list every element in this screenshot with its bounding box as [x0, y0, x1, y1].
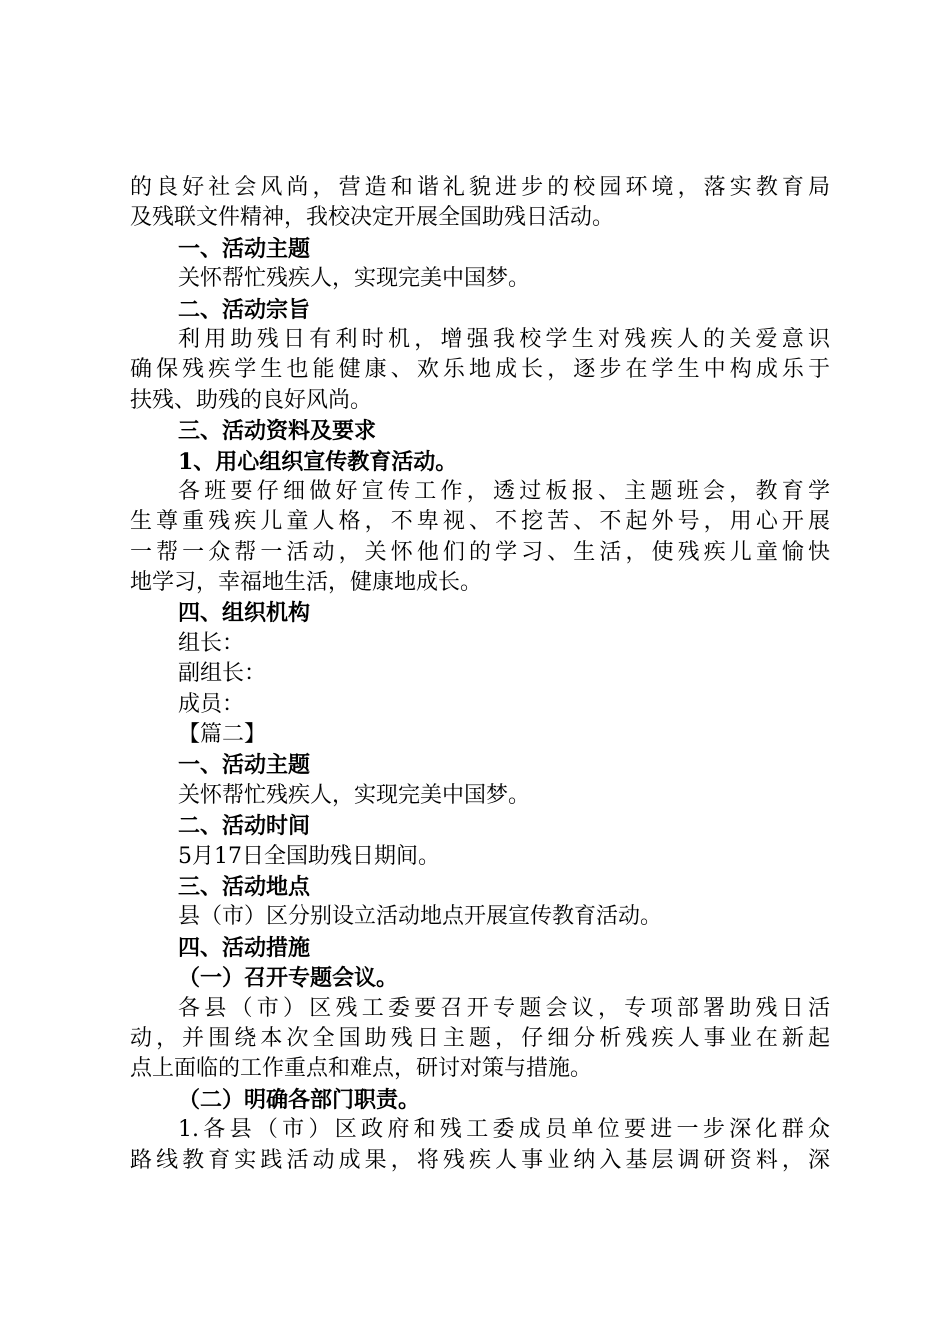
section-heading: 三、活动地点	[178, 873, 311, 900]
paragraph-line: 路线教育实践活动成果，将残疾人事业纳入基层调研资料，深	[130, 1147, 830, 1173]
paragraph-line: 各班要仔细做好宣传工作，透过板报、主题班会，教育学	[178, 478, 830, 504]
paragraph-line: 各县（市）区残工委要召开专题会议，专项部署助残日活	[178, 995, 830, 1021]
section-heading: （一）召开专题会议。	[178, 965, 399, 992]
paragraph-line: 关怀帮忙残疾人，实现完美中国梦。	[178, 266, 531, 292]
paragraph-line: 成员：	[178, 691, 245, 717]
section-heading: 四、活动措施	[178, 934, 311, 961]
paragraph-line: 【篇二】	[178, 722, 267, 748]
paragraph-line: 副组长：	[178, 661, 267, 687]
paragraph-line: 及残联文件精神，我校决定开展全国助残日活动。	[130, 205, 615, 231]
paragraph-line: 一帮一众帮一活动，关怀他们的学习、生活，使残疾儿童愉快	[130, 539, 830, 565]
section-heading: 1、用心组织宣传教育活动。	[178, 448, 458, 475]
paragraph-line: 组长：	[178, 630, 245, 656]
paragraph-line: 生尊重残疾儿童人格，不卑视、不挖苦、不起外号，用心开展	[130, 509, 830, 535]
paragraph-line: 1.各县（市）区政府和残工委成员单位要进一步深化群众	[178, 1117, 830, 1143]
paragraph-line: 关怀帮忙残疾人，实现完美中国梦。	[178, 782, 531, 808]
paragraph-line: 动，并围绕本次全国助残日主题，仔细分析残疾人事业在新起	[130, 1025, 830, 1051]
paragraph-line: 点上面临的工作重点和难点，研讨对策与措施。	[130, 1056, 593, 1082]
section-heading: 三、活动资料及要求	[178, 418, 377, 445]
paragraph-line: 5月17日全国助残日期间。	[178, 843, 440, 869]
paragraph-line: 确保残疾学生也能健康、欢乐地成长，逐步在学生中构成乐于	[130, 357, 830, 383]
paragraph-line: 的良好社会风尚，营造和谐礼貌进步的校园环境，落实教育局	[130, 175, 830, 200]
document-body	[130, 173, 830, 1176]
paragraph-line: 地学习，幸福地生活，健康地成长。	[130, 570, 483, 596]
paragraph-line: 扶残、助残的良好风尚。	[130, 387, 373, 413]
paragraph-line: 利用助残日有利时机，增强我校学生对残疾人的关爱意识	[178, 326, 830, 352]
section-heading: 一、活动主题	[178, 752, 311, 779]
section-heading: 四、组织机构	[178, 600, 311, 627]
section-heading: 二、活动时间	[178, 813, 311, 840]
section-heading: 一、活动主题	[178, 235, 311, 262]
paragraph-line: 县（市）区分别设立活动地点开展宣传教育活动。	[178, 904, 663, 930]
section-heading: （二）明确各部门职责。	[178, 1086, 421, 1113]
section-heading: 二、活动宗旨	[178, 296, 311, 323]
